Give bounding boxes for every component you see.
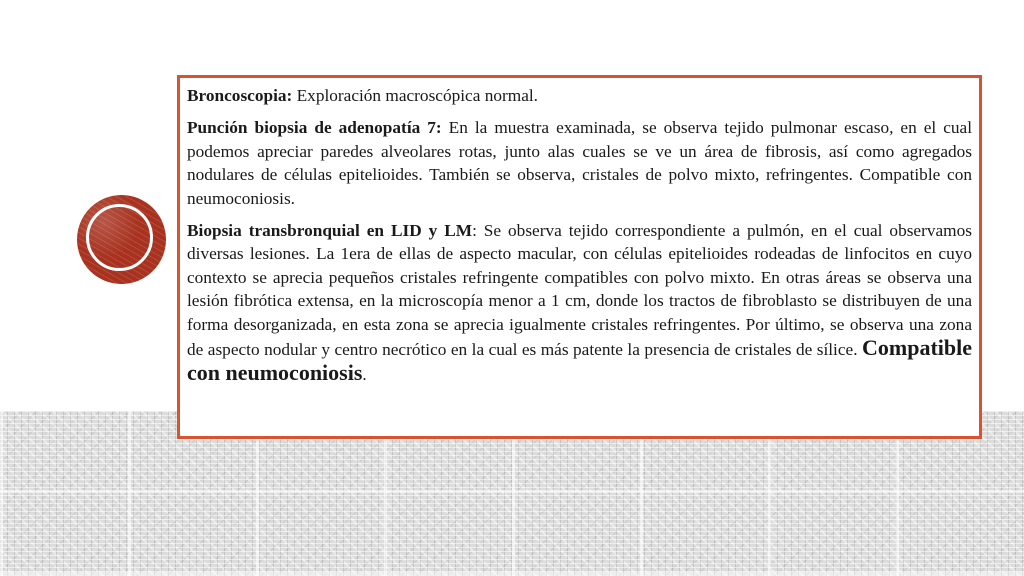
biopsia-conclusion: Compatible con neumoconiosis [187, 335, 972, 386]
paragraph-broncoscopia [187, 84, 972, 107]
broncoscopia-label: Broncoscopia: [187, 86, 293, 105]
content-text-box[interactable] [177, 75, 982, 439]
broncoscopia-text: Exploración macroscópica normal. [292, 86, 538, 105]
paragraph-biopsia [187, 219, 972, 387]
biopsia-end: . [362, 365, 367, 385]
decorative-circle-ring-icon [86, 204, 153, 271]
puncion-text: En la muestra examinada, se observa tejido pulmonar escaso, en el cual podemos apreciar paredes alveolares rotas, junto alas cuales se ve un área de fibrosis, así como agregados nodulares de células epitelioides. También se observa, cristales de polvo mixto, refringentes. Compatible con neumoconiosis. [187, 118, 973, 208]
paragraph-puncion [187, 116, 972, 210]
puncion-label: Punción biopsia de adenopatía 7: [187, 118, 442, 138]
biopsia-label: Biopsia transbronquial en LID y LM [187, 221, 473, 241]
biopsia-text: : Se observa tejido correspondiente a pulmón, en el cual observamos diversas lesiones. La 1era de ellas de aspecto macular, con células epitelioides rodeadas de linfocitos en cuyo contexto se aprecia pequeños cristales refringente compatibles con polvo mixto. En otras áreas se observa una lesión fibrótica extensa, en la microscopía menor a 1 cm, donde los tractos de fibroblasto se distribuyen de una forma desorganizada, en esta zona se aprecia igualmente cristales refringentes. Por último, se observa una zona de aspecto nodular y centro necrótico en la cual es más patente la presencia de cristales de sílice. [187, 221, 972, 360]
